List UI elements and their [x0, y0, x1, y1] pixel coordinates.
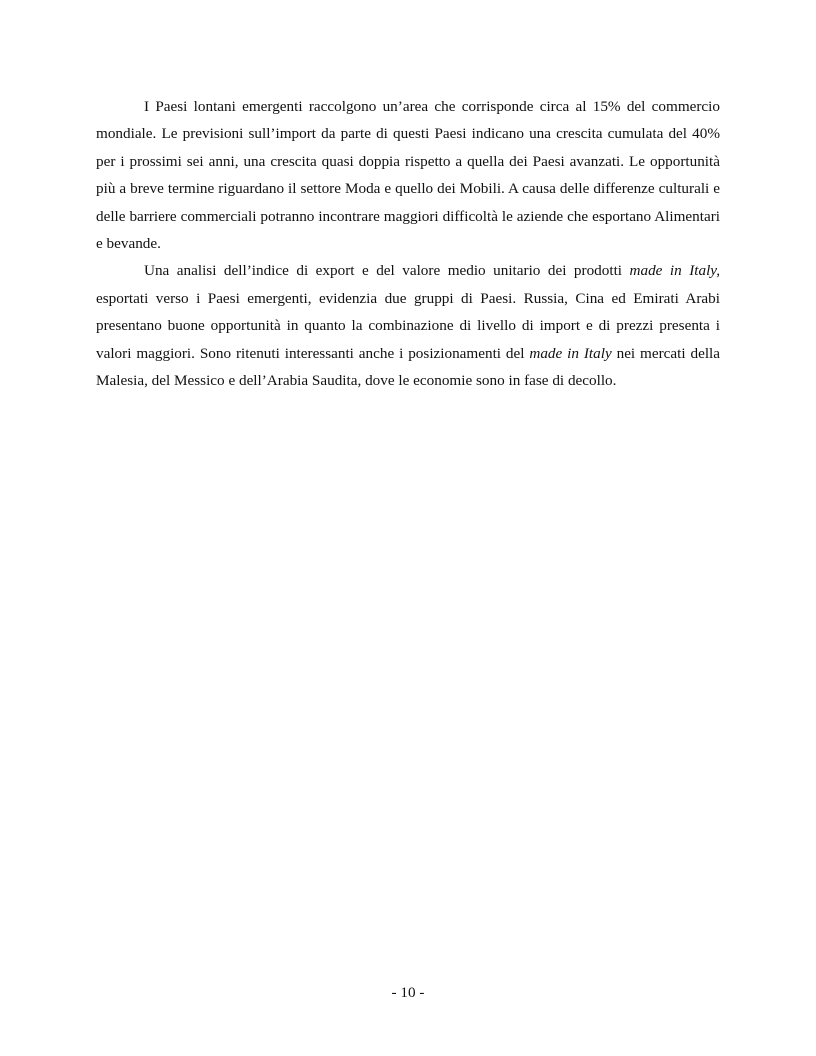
paragraph-1	[96, 93, 720, 257]
paragraph-1-text: I Paesi lontani emergenti raccolgono un’area che corrisponde circa al 15% del commercio mondiale. Le previsioni sull’import da parte di questi Paesi indicano una crescita cumulata del 40% per i prossimi sei anni, una crescita quasi doppia rispetto a quella dei Paesi avanzati. Le opportunità più a breve termine riguardano il settore Moda e quello dei Mobili. A causa delle differenze culturali e delle barriere commerciali potranno incontrare maggiori difficoltà le aziende che esportano Alimentari e bevande.	[96, 98, 720, 253]
document-body	[96, 93, 720, 394]
paragraph-2-segment-5: nei mercati della Malesia, del Messico e dell’Arabia Saudita, dove le economie sono in fase di decollo.	[96, 344, 720, 390]
page-number: - 10 -	[391, 984, 425, 1001]
paragraph-2-segment-1: Una analisi dell’indice di export e del valore medio unitario dei prodotti	[144, 262, 630, 280]
paragraph-2	[96, 257, 720, 394]
paragraph-2-italic-made-in-italy-2: made in Italy	[529, 344, 612, 362]
paragraph-2-segment-3: esportati verso i Paesi emergenti, evidenzia due gruppi di Paesi. Russia, Cina ed Emirati Arabi presentano buone opportunità in quanto la combinazione di livello di import e di prezzi presenta i valori maggiori. Sono ritenuti interessanti anche i posizionamenti del	[96, 289, 720, 362]
paragraph-2-italic-made-in-italy-1: made in Italy,	[629, 262, 721, 280]
